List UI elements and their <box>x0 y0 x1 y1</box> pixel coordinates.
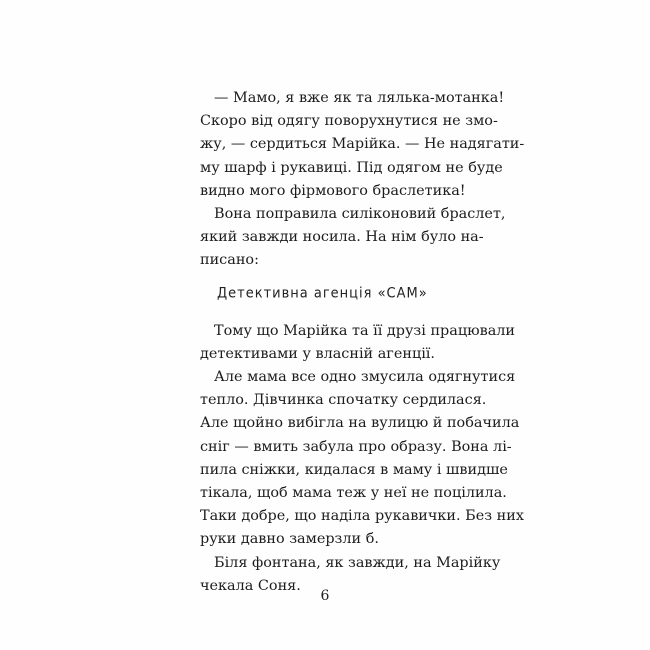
text-line: Біля фонтана, як завжди, на Марійку <box>214 554 501 571</box>
text-line: жу, — сердиться Марійка. — Не надягати- <box>200 136 525 153</box>
text-line: чекала Соня. <box>200 577 301 594</box>
text-line: руки давно замерзли б. <box>200 531 379 548</box>
text-line: Таки добре, що наділа рукавички. Без них <box>200 508 524 525</box>
text-line: писано: <box>200 252 259 269</box>
page-number: 6 <box>320 588 330 604</box>
text-line: детективами у власній агенції. <box>200 345 435 362</box>
paragraph-1 <box>200 87 525 203</box>
text-line: сніг — вмить забула про образу. Вона лі- <box>200 438 512 455</box>
text-line: Але мама все одно змусила одягнутися <box>214 369 516 386</box>
text-line: пила сніжки, кидалася в маму і швидше <box>200 461 508 478</box>
text-line: Але щойно вибігла на вулицю й побачила <box>200 415 520 432</box>
text-line: Скоро від одягу поворухнутися не змо- <box>200 113 498 130</box>
paragraph-2 <box>200 203 506 273</box>
paragraph-4 <box>200 366 524 552</box>
text-line: тепло. Дівчинка спочатку сердилася. <box>200 392 487 409</box>
text-line: який завжди носила. На нім було на- <box>200 229 484 246</box>
text-line: видно мого фірмового браслетика! <box>200 182 466 199</box>
text-line: Тому що Марійка та її друзі працювали <box>214 322 516 339</box>
text-line: тікала, щоб мама теж у неї не поцілила. <box>200 485 507 501</box>
body-text <box>200 87 525 598</box>
text-line: — Мамо, я вже як та лялька-мотанка! <box>214 90 505 106</box>
text-line: му шарф і рукавиці. Під одягом не буде <box>200 159 503 176</box>
text-line: Вона поправила силіконовий браслет, <box>214 205 506 222</box>
paragraph-3 <box>200 320 516 366</box>
bracelet-inscription: Детективна агенція «САМ» <box>217 284 428 302</box>
